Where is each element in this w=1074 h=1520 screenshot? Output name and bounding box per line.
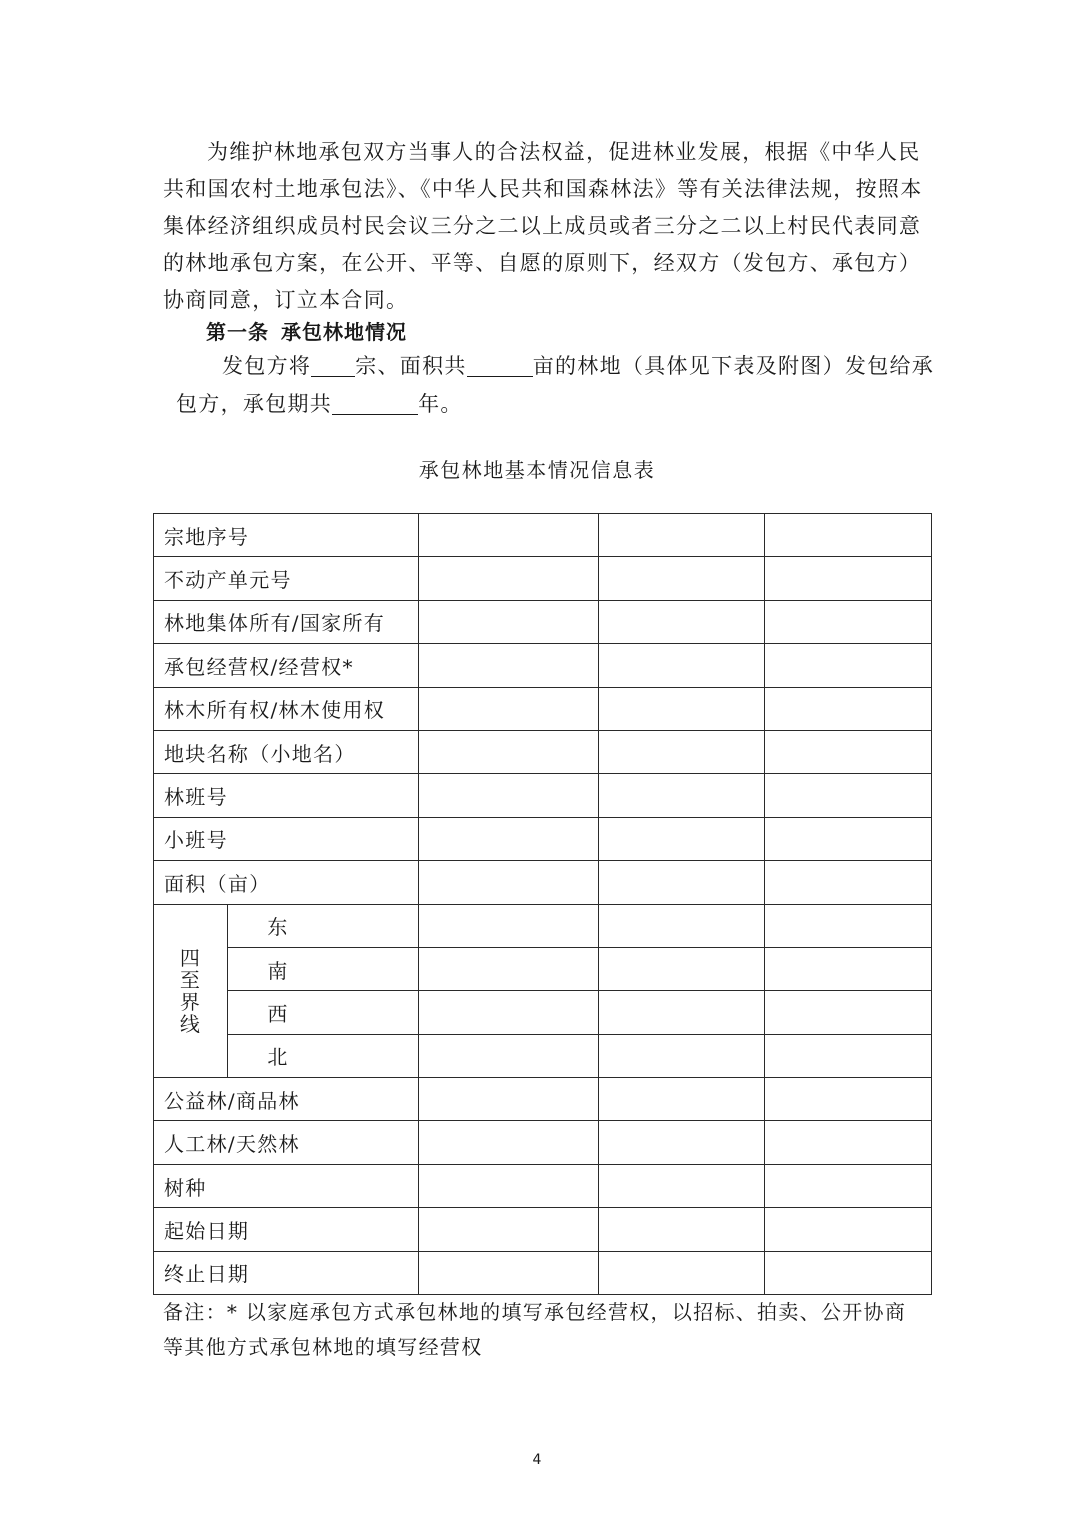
text-segment: 包方，承包期共 bbox=[176, 392, 333, 416]
boundary-label-char: 界 bbox=[179, 989, 202, 1014]
blank-cell[interactable] bbox=[599, 774, 765, 817]
blank-cell[interactable] bbox=[419, 730, 599, 773]
article-line-1 bbox=[222, 350, 934, 380]
table-row bbox=[154, 947, 932, 990]
forest-info-table bbox=[153, 513, 932, 1295]
blank-cell[interactable] bbox=[599, 1164, 765, 1207]
article-line-2 bbox=[176, 388, 463, 418]
blank-cell[interactable] bbox=[599, 904, 765, 947]
row-label: 林地集体所有/国家所有 bbox=[154, 600, 419, 643]
article-title: 承包林地情况 bbox=[281, 320, 407, 344]
blank-cell[interactable] bbox=[419, 991, 599, 1034]
blank-cell[interactable] bbox=[599, 1208, 765, 1251]
blank-cell[interactable] bbox=[765, 557, 932, 600]
text-segment: 发包方将 bbox=[222, 354, 312, 378]
article-heading bbox=[206, 316, 407, 345]
blank-cell[interactable] bbox=[765, 1208, 932, 1251]
blank-cell[interactable] bbox=[765, 1078, 932, 1121]
table-row bbox=[154, 904, 932, 947]
article-number: 第一条 bbox=[206, 320, 269, 344]
row-label: 面积（亩） bbox=[154, 861, 419, 904]
blank-cell[interactable] bbox=[599, 557, 765, 600]
text-segment: 亩的林地（具体见下表及附图）发包给承 bbox=[532, 354, 935, 378]
blank-cell[interactable] bbox=[419, 1164, 599, 1207]
blank-cell[interactable] bbox=[419, 774, 599, 817]
blank-cell[interactable] bbox=[419, 514, 599, 557]
direction-label: 南 bbox=[228, 947, 419, 990]
blank-cell[interactable] bbox=[599, 947, 765, 990]
blank-cell[interactable] bbox=[765, 600, 932, 643]
row-label: 宗地序号 bbox=[154, 514, 419, 557]
blank-cell[interactable] bbox=[765, 1251, 932, 1294]
direction-label: 北 bbox=[228, 1034, 419, 1077]
parcel-count-blank[interactable] bbox=[311, 354, 355, 377]
blank-cell[interactable] bbox=[419, 644, 599, 687]
table-row bbox=[154, 1164, 932, 1207]
table-row bbox=[154, 644, 932, 687]
blank-cell[interactable] bbox=[419, 600, 599, 643]
blank-cell[interactable] bbox=[599, 1034, 765, 1077]
table-row bbox=[154, 730, 932, 773]
blank-cell[interactable] bbox=[765, 991, 932, 1034]
blank-cell[interactable] bbox=[599, 514, 765, 557]
blank-cell[interactable] bbox=[765, 687, 932, 730]
table-row bbox=[154, 1034, 932, 1077]
blank-cell[interactable] bbox=[419, 861, 599, 904]
table-row bbox=[154, 1078, 932, 1121]
row-label: 终止日期 bbox=[154, 1251, 419, 1294]
blank-cell[interactable] bbox=[419, 904, 599, 947]
blank-cell[interactable] bbox=[419, 1078, 599, 1121]
blank-cell[interactable] bbox=[599, 1121, 765, 1164]
blank-cell[interactable] bbox=[599, 730, 765, 773]
blank-cell[interactable] bbox=[599, 1078, 765, 1121]
blank-cell[interactable] bbox=[599, 817, 765, 860]
blank-cell[interactable] bbox=[765, 644, 932, 687]
blank-cell[interactable] bbox=[765, 1121, 932, 1164]
text-segment: 年。 bbox=[418, 392, 463, 416]
row-label: 树种 bbox=[154, 1164, 419, 1207]
boundary-label-char: 线 bbox=[179, 1011, 202, 1036]
blank-cell[interactable] bbox=[419, 1121, 599, 1164]
direction-label: 东 bbox=[228, 904, 419, 947]
term-years-blank[interactable] bbox=[332, 392, 418, 415]
row-label: 承包经营权/经营权* bbox=[154, 644, 419, 687]
boundary-label-char: 四 bbox=[179, 945, 202, 970]
table-row bbox=[154, 774, 932, 817]
blank-cell[interactable] bbox=[419, 557, 599, 600]
table-caption: 承包林地基本情况信息表 bbox=[418, 458, 656, 482]
table-row bbox=[154, 991, 932, 1034]
table-note: 备注：* 以家庭承包方式承包林地的填写承包经营权，以招标、拍卖、公开协商等其他方式承包林地的填写经营权 bbox=[163, 1300, 907, 1359]
table-row bbox=[154, 687, 932, 730]
blank-cell[interactable] bbox=[765, 730, 932, 773]
blank-cell[interactable] bbox=[599, 600, 765, 643]
table-row bbox=[154, 557, 932, 600]
table-row bbox=[154, 1251, 932, 1294]
table-row bbox=[154, 817, 932, 860]
row-label: 起始日期 bbox=[154, 1208, 419, 1251]
blank-cell[interactable] bbox=[599, 687, 765, 730]
text-segment: 宗、面积共 bbox=[355, 354, 467, 378]
blank-cell[interactable] bbox=[765, 1034, 932, 1077]
blank-cell[interactable] bbox=[599, 861, 765, 904]
blank-cell[interactable] bbox=[765, 947, 932, 990]
blank-cell[interactable] bbox=[765, 1164, 932, 1207]
blank-cell[interactable] bbox=[599, 644, 765, 687]
blank-cell[interactable] bbox=[765, 774, 932, 817]
table-row bbox=[154, 861, 932, 904]
row-label: 公益林/商品林 bbox=[154, 1078, 419, 1121]
row-label: 小班号 bbox=[154, 817, 419, 860]
boundary-label bbox=[154, 904, 228, 1078]
blank-cell[interactable] bbox=[765, 817, 932, 860]
row-label: 不动产单元号 bbox=[154, 557, 419, 600]
row-label: 人工林/天然林 bbox=[154, 1121, 419, 1164]
table-row bbox=[154, 1121, 932, 1164]
blank-cell[interactable] bbox=[599, 1251, 765, 1294]
intro-paragraph: 为维护林地承包双方当事人的合法权益，促进林业发展，根据《中华人民共和国农村土地承包法》、《中华人民共和国森林法》等有关法律法规，按照本集体经济组织成员村民会议三分之二以上成员或者三分之二以上村民代表同意的林地承包方案，在公开、平等、自愿的原则下，经双方（发包方、承包方）协商同意，订立本合同。 bbox=[163, 140, 923, 312]
direction-label: 西 bbox=[228, 991, 419, 1034]
table-row bbox=[154, 1208, 932, 1251]
blank-cell[interactable] bbox=[419, 817, 599, 860]
row-label: 林木所有权/林木使用权 bbox=[154, 687, 419, 730]
blank-cell[interactable] bbox=[765, 514, 932, 557]
blank-cell[interactable] bbox=[419, 1034, 599, 1077]
row-label: 林班号 bbox=[154, 774, 419, 817]
area-blank[interactable] bbox=[467, 354, 533, 377]
row-label: 地块名称（小地名） bbox=[154, 730, 419, 773]
blank-cell[interactable] bbox=[419, 1251, 599, 1294]
blank-cell[interactable] bbox=[419, 947, 599, 990]
blank-cell[interactable] bbox=[599, 991, 765, 1034]
blank-cell[interactable] bbox=[419, 1208, 599, 1251]
boundary-label-char: 至 bbox=[179, 967, 202, 992]
table-row bbox=[154, 600, 932, 643]
blank-cell[interactable] bbox=[765, 861, 932, 904]
blank-cell[interactable] bbox=[419, 687, 599, 730]
table-row bbox=[154, 514, 932, 557]
blank-cell[interactable] bbox=[765, 904, 932, 947]
page-number: 4 bbox=[532, 1452, 542, 1468]
